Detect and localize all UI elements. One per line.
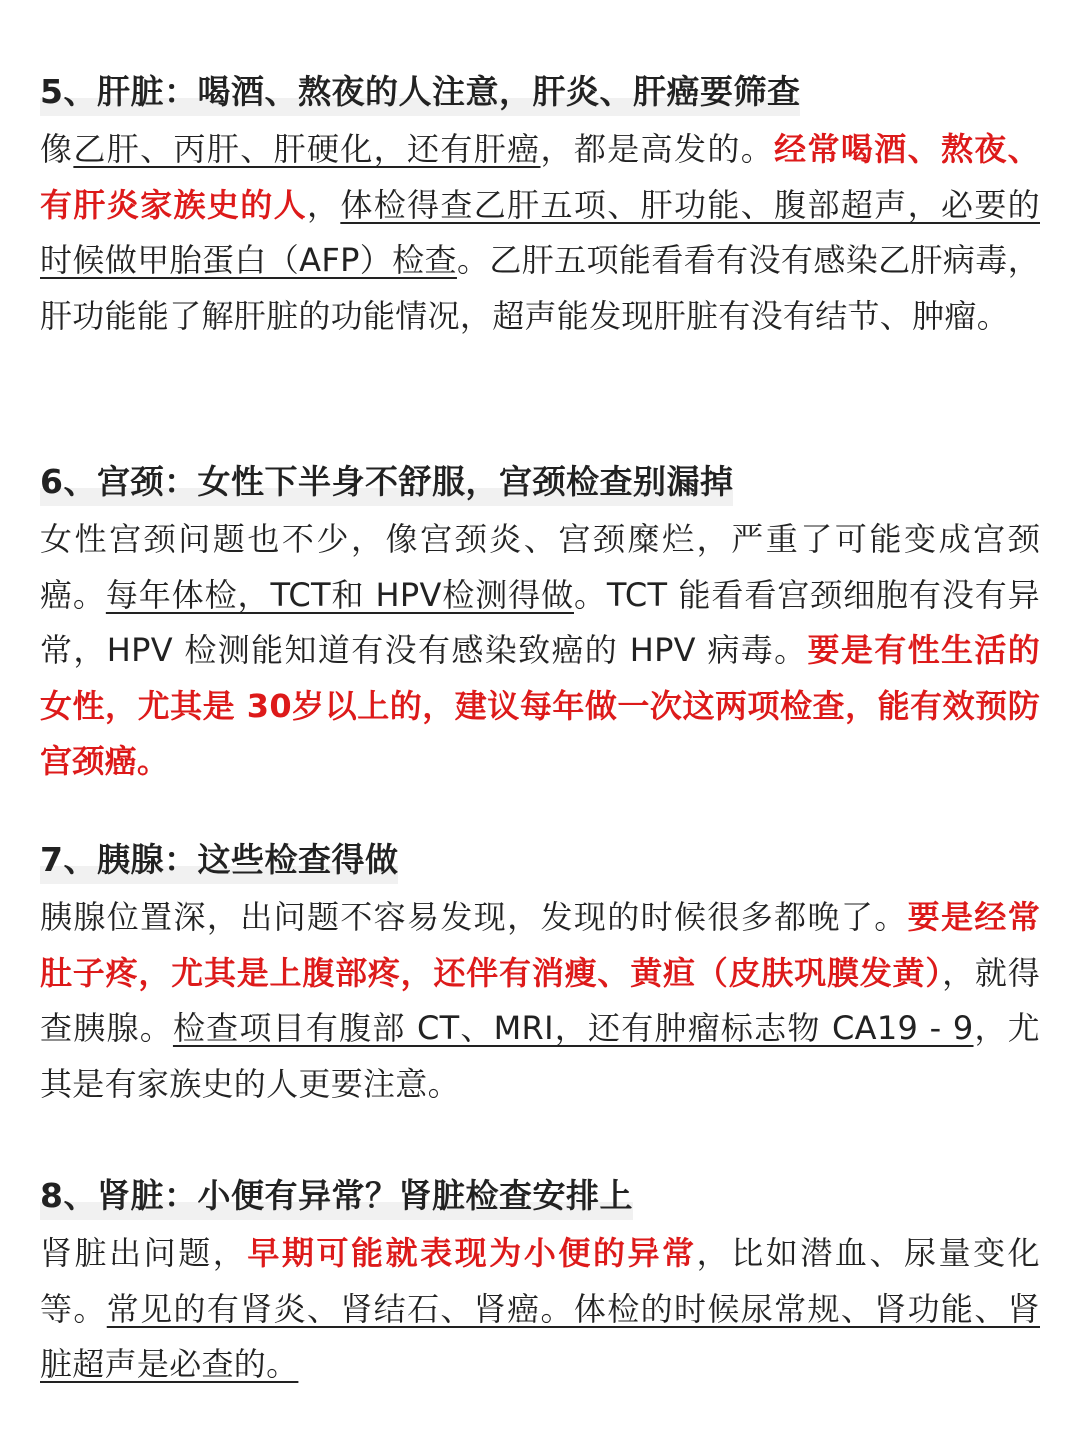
- red-emphasis-text: 早期可能就表现为小便的异常: [247, 1234, 697, 1272]
- text-run: 胰腺位置深，出问题不容易发现，发现的时候很多都晚了。: [40, 898, 908, 936]
- text-run: ，都是高发的。: [540, 130, 775, 168]
- text-run: ，尤其是有家族史的人更要注意。: [40, 1009, 1040, 1103]
- underlined-text: 检查项目有腹部 CT、MRI，还有肿瘤标志物 CA19 - 9: [172, 1009, 974, 1047]
- section-cervix: [40, 458, 1040, 790]
- underlined-text: 常见的有肾炎、肾结石、肾癌。体检的时候尿常规、肾功能、肾脏超声是必查的。: [40, 1289, 1040, 1383]
- text-run: ，就得查胰腺。: [40, 953, 1041, 1047]
- text-run: ，比如潜血、尿量变化等。: [40, 1234, 1040, 1328]
- underlined-text: 乙肝、丙肝、肝硬化，还有肝癌: [73, 130, 541, 168]
- section-heading: 5、肝脏：喝酒、熬夜的人注意，肝炎、肝癌要筛查: [40, 68, 800, 116]
- section-paragraph: [40, 1226, 1040, 1393]
- red-emphasis-text: 经常喝酒、熬夜、有肝炎家族史的人: [40, 130, 1040, 224]
- red-emphasis-text: 要是经常肚子疼，尤其是上腹部疼，还伴有消瘦、黄疸（皮肤巩膜发黄）: [40, 898, 1040, 992]
- text-run: ，: [306, 185, 341, 224]
- underlined-text: 体检得查乙肝五项、肝功能、腹部超声，必要的时候做甲胎蛋白（AFP）检查: [40, 185, 1040, 279]
- section-liver: [40, 68, 1040, 344]
- section-paragraph: [40, 512, 1040, 790]
- red-emphasis-text: 要是有性生活的女性，尤其是 30岁以上的，建议每年做一次这两项检查，能有效预防宫颈癌。: [40, 631, 1040, 780]
- section-pancreas: [40, 836, 1040, 1112]
- section-heading: 6、宫颈：女性下半身不舒服，宫颈检查别漏掉: [40, 458, 733, 506]
- section-heading: 7、胰腺：这些检查得做: [40, 836, 398, 884]
- text-run: 。TCT 能看看宫颈细胞有没有异常，HPV 检测能知道有没有感染致癌的 HPV 病毒。: [40, 575, 1040, 669]
- text-run: 女性宫颈问题也不少，像宫颈炎、宫颈糜烂，严重了可能变成宫颈癌。: [40, 520, 1040, 614]
- text-run: 肾脏出问题，: [40, 1234, 248, 1272]
- text-run: 像: [40, 130, 74, 168]
- underlined-text: 每年体检，TCT和 HPV检测得做: [105, 575, 574, 614]
- section-heading: 8、肾脏：小便有异常？肾脏检查安排上: [40, 1172, 633, 1220]
- section-kidney: [40, 1172, 1040, 1393]
- section-paragraph: [40, 890, 1040, 1112]
- section-paragraph: [40, 122, 1040, 344]
- text-run: 。乙肝五项能看看有没有感染乙肝病毒，肝功能能了解肝脏的功能情况，超声能发现肝脏有没有结节、肿瘤。: [40, 241, 1040, 335]
